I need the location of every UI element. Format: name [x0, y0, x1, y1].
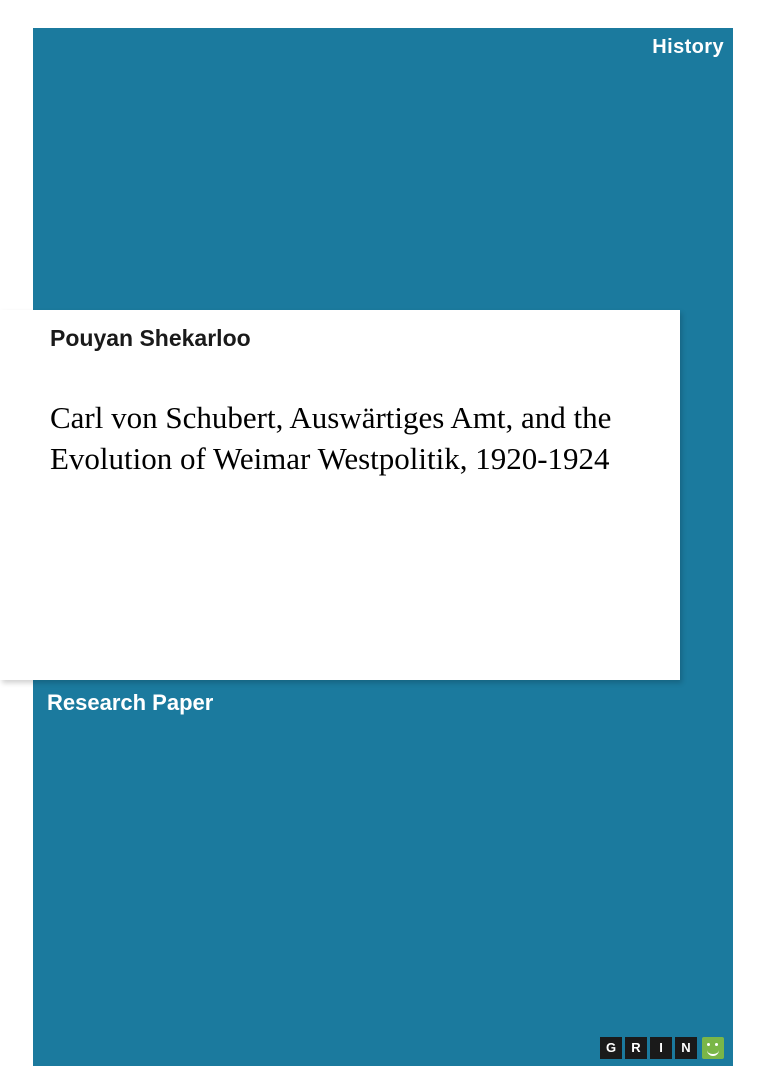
smiley-face-icon [702, 1037, 724, 1059]
logo-letter-n: N [675, 1037, 697, 1059]
logo-letter-r: R [625, 1037, 647, 1059]
author-name: Pouyan Shekarloo [50, 325, 251, 351]
page-title: Carl von Schubert, Auswärtiges Amt, and the Evolution of Weimar Westpolitik, 1920-1924 [50, 400, 612, 476]
grin-publisher-logo [600, 1037, 724, 1059]
category-label: History [652, 36, 724, 58]
logo-letter-g: G [600, 1037, 622, 1059]
document-type-label: Research Paper [47, 690, 214, 715]
logo-letter-i: I [650, 1037, 672, 1059]
title-card [0, 310, 680, 680]
